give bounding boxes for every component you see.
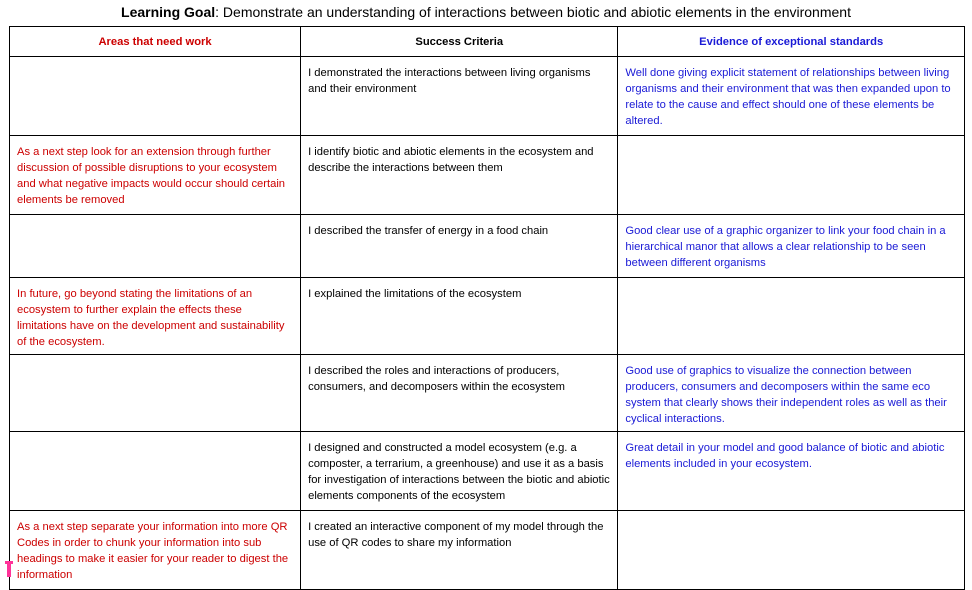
criteria-cell: I described the roles and interactions of producers, consumers, and decomposers within the ecosystem [301,355,618,432]
criteria-cell: I created an interactive component of my model through the use of QR codes to share my information [301,511,618,590]
areas-cell [10,355,301,432]
goal-text: : Demonstrate an understanding of interactions between biotic and abiotic elements in the environment [215,4,851,20]
table-row [10,432,965,511]
evidence-cell: Well done giving explicit statement of relationships between living organisms and their environment that was then expanded upon to relate to the cause and effect should one of these elements be altered. [618,57,965,136]
criteria-cell: I designed and constructed a model ecosystem (e.g. a composter, a terrarium, a greenhouse) and use it as a basis for investigation of interactions between the biotic and abiotic elements components of the ecosystem [301,432,618,511]
areas-cell: As a next step separate your information into more QR Codes in order to chunk your information into sub headings to make it easier for your reader to digest the information [10,511,301,590]
header-criteria: Success Criteria [301,27,618,57]
areas-cell [10,432,301,511]
evidence-cell: Great detail in your model and good balance of biotic and abiotic elements included in your ecosystem. [618,432,965,511]
header-areas: Areas that need work [10,27,301,57]
criteria-cell: I described the transfer of energy in a food chain [301,215,618,278]
feedback-table [9,26,965,590]
page-title [0,4,972,20]
table-row [10,355,965,432]
criteria-cell: I explained the limitations of the ecosystem [301,278,618,355]
goal-label: Learning Goal [121,4,216,20]
criteria-cell: I demonstrated the interactions between living organisms and their environment [301,57,618,136]
areas-cell [10,57,301,136]
areas-cell: As a next step look for an extension through further discussion of possible disruptions to your ecosystem and what negative impacts would occur should certain elements be removed [10,136,301,215]
evidence-cell: Good clear use of a graphic organizer to link your food chain in a hierarchical manor that allows a clear relationship to be seen between different organisms [618,215,965,278]
areas-cell [10,215,301,278]
header-row [10,27,965,57]
evidence-cell [618,511,965,590]
evidence-cell: Good use of graphics to visualize the connection between producers, consumers and decomposers within the same eco system that clearly shows their independent roles as well as their cyclical interactions. [618,355,965,432]
table-row [10,136,965,215]
evidence-cell [618,136,965,215]
table-row [10,215,965,278]
table-row [10,278,965,355]
areas-cell: In future, go beyond stating the limitations of an ecosystem to further explain the effects these limitations have on the development and sustainability of the ecosystem. [10,278,301,355]
criteria-cell: I identify biotic and abiotic elements in the ecosystem and describe the interactions between them [301,136,618,215]
text-cursor-marker-cap [5,561,13,564]
table-row [10,511,965,590]
header-evidence: Evidence of exceptional standards [618,27,965,57]
table-row [10,57,965,136]
evidence-cell [618,278,965,355]
